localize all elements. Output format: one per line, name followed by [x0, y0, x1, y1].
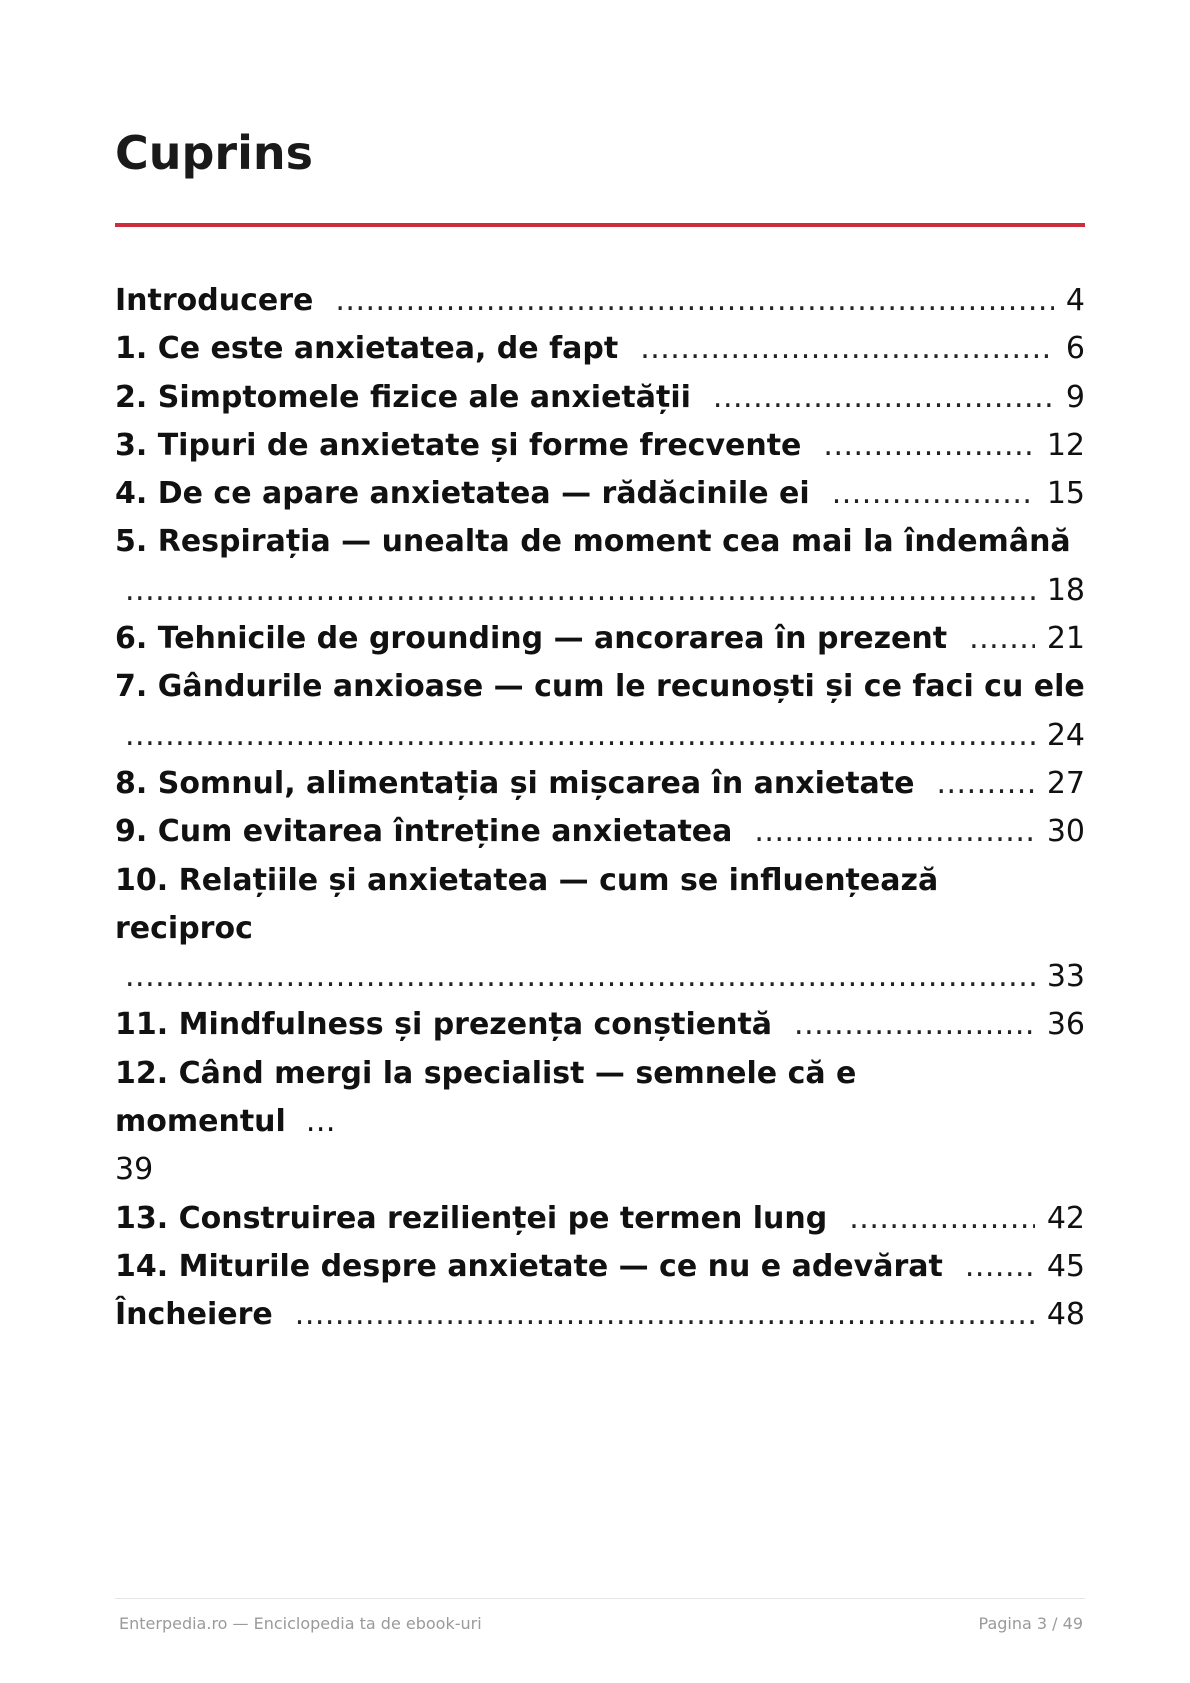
toc-entry-page: 6 — [1065, 331, 1085, 367]
toc-entry-chapter-10[interactable] — [115, 857, 1085, 1002]
toc-entry-page: 24 — [1046, 717, 1085, 753]
toc-dot-leader — [713, 374, 1054, 422]
toc-entry-page: 15 — [1046, 476, 1085, 512]
toc-entry-label: 10. Relațiile și anxietatea — cum se influențează reciproc — [115, 862, 939, 946]
toc-entry-label: 7. Gândurile anxioase — cum le recunoști și ce faci cu ele — [115, 669, 1085, 705]
toc-entry-chapter-12[interactable] — [115, 1050, 1085, 1195]
toc-entry-chapter-7[interactable] — [115, 663, 1085, 760]
toc-entry-page: 27 — [1046, 765, 1085, 801]
footer-page-number: Pagina 3 / 49 — [978, 1614, 1083, 1633]
toc-entry-label: 9. Cum evitarea întreține anxietatea — [115, 814, 733, 850]
toc-entry-label: 12. Când mergi la specialist — semnele că e momentul — [115, 1055, 857, 1140]
title-divider — [115, 223, 1085, 227]
toc-entry-continuation — [115, 567, 1085, 615]
toc-entry-page: 21 — [1046, 621, 1085, 657]
toc-entry-chapter-3[interactable] — [115, 422, 1085, 470]
toc-dot-leader — [125, 567, 1035, 615]
toc-dot-leader — [832, 470, 1035, 518]
toc-entry-label: 11. Mindfulness și prezența conștientă — [115, 1007, 773, 1043]
toc-entry-page: 48 — [1046, 1297, 1085, 1333]
toc-entry-page: 18 — [1046, 572, 1085, 608]
toc-entry-page: 39 — [115, 1152, 154, 1188]
toc-dot-leader — [125, 953, 1035, 1001]
toc-entry-page: 9 — [1065, 379, 1085, 415]
toc-entry-page: 36 — [1046, 1007, 1085, 1043]
toc-entry-chapter-9[interactable] — [115, 808, 1085, 856]
toc-entry-label: Încheiere — [115, 1297, 273, 1333]
toc-dot-leader: ... — [305, 1104, 336, 1140]
toc-entry-label: 6. Tehnicile de grounding — ancorarea în prezent — [115, 621, 948, 657]
toc-entry-label: 5. Respirația — unealta de moment cea mai la îndemână — [115, 524, 1071, 560]
toc-entry-label: 4. De ce apare anxietatea — rădăcinile ei — [115, 476, 810, 512]
toc-entry-page: 30 — [1046, 814, 1085, 850]
toc-dot-leader — [936, 760, 1034, 808]
toc-entry-label: 1. Ce este anxietatea, de fapt — [115, 331, 619, 367]
toc-entry-label: 13. Construirea rezilienței pe termen lung — [115, 1200, 828, 1236]
toc-dot-leader — [823, 422, 1034, 470]
toc-dot-leader — [335, 277, 1054, 325]
toc-entry-label: 8. Somnul, alimentația și mișcarea în anxietate — [115, 765, 915, 801]
toc-entry-chapter-8[interactable] — [115, 760, 1085, 808]
toc-entry-page: 45 — [1046, 1248, 1085, 1284]
toc-entry-chapter-4[interactable] — [115, 470, 1085, 518]
footer-site-name: Enterpedia.ro — Enciclopedia ta de ebook-uri — [119, 1614, 482, 1633]
toc-dot-leader — [754, 808, 1034, 856]
toc-dot-leader — [849, 1195, 1035, 1243]
toc-entry-chapter-1[interactable] — [115, 325, 1085, 373]
toc-entry-chapter-11[interactable] — [115, 1001, 1085, 1049]
toc-dot-leader — [295, 1291, 1035, 1339]
toc-dot-leader — [965, 1243, 1035, 1291]
toc-entry-label: 2. Simptomele fizice ale anxietății — [115, 379, 691, 415]
table-of-contents — [115, 277, 1085, 1340]
toc-entry-chapter-13[interactable] — [115, 1195, 1085, 1243]
toc-entry-chapter-2[interactable] — [115, 374, 1085, 422]
toc-entry-first-line — [115, 1050, 1085, 1147]
toc-entry-introducere[interactable] — [115, 277, 1085, 325]
toc-entry-chapter-6[interactable] — [115, 615, 1085, 663]
toc-entry-label: 14. Miturile despre anxietate — ce nu e adevărat — [115, 1248, 943, 1284]
footer-divider — [115, 1598, 1085, 1599]
toc-entry-page: 42 — [1046, 1200, 1085, 1236]
toc-entry-continuation — [115, 712, 1085, 760]
toc-entry-page: 4 — [1065, 283, 1085, 318]
toc-entry-page: 33 — [1046, 959, 1085, 995]
toc-dot-leader — [640, 325, 1054, 373]
toc-entry-continuation — [115, 953, 1085, 1001]
toc-entry-page: 12 — [1046, 427, 1085, 463]
toc-entry-incheiere[interactable] — [115, 1291, 1085, 1339]
toc-entry-label: 3. Tipuri de anxietate și forme frecvente — [115, 427, 802, 463]
toc-dot-leader — [969, 615, 1035, 663]
toc-entry-chapter-5[interactable] — [115, 518, 1085, 615]
toc-dot-leader — [125, 712, 1035, 760]
toc-dot-leader — [794, 1001, 1035, 1049]
page-title: Cuprins — [115, 126, 314, 180]
toc-entry-chapter-14[interactable] — [115, 1243, 1085, 1291]
toc-entry-label: Introducere — [115, 283, 314, 318]
